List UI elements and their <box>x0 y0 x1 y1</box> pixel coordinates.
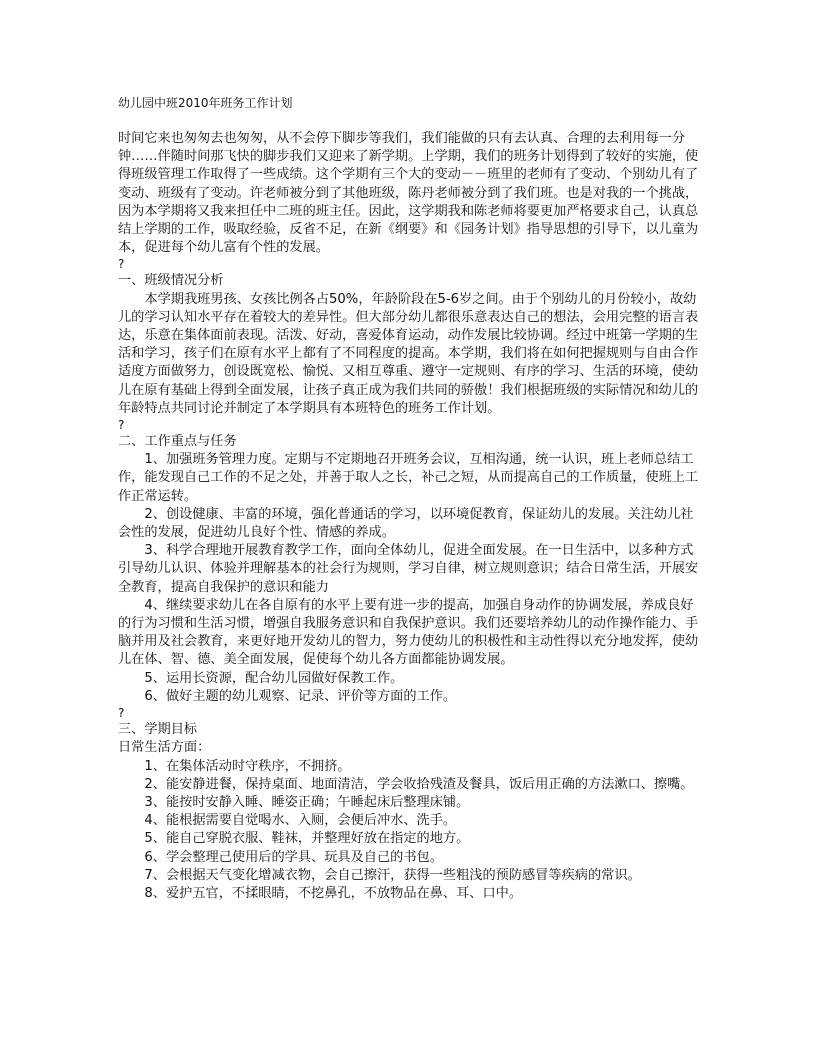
goal-item: 3、能按时安静入睡、睡姿正确；午睡起床后整理床铺。 <box>144 794 470 810</box>
goal-item: 7、会根据天气变化增减衣物，会自己擦汗，获得一些粗浅的预防感冒等疾病的常识。 <box>144 867 641 883</box>
task-item: 4、继续要求幼儿在各自原有的水平上要有进一步的提高，加强自身动作的协调发展，养成良好的行为习惯和生活习惯，增强自我服务意识和自我保护意识。我们还要培养幼儿的动作操作能力、手脑并用及社会教育，来更好地开发幼儿的智力，努力使幼儿的积极性和主动性得以充分地发挥，使幼儿在体、智、德、美全面发展，促使每个幼儿各方面都能协调发展。 <box>118 597 699 668</box>
task-item: 3、科学合理地开展教育教学工作，面向全体幼儿，促进全面发展。在一日生活中，以多种方式引导幼儿认识、体验并理解基本的社会行为规则，学习自律，树立规则意识；结合日常生活，开展安全教育，提高自我保护的意识和能力 <box>118 543 699 595</box>
section-1-body: 本学期我班男孩、女孩比例各占50%，年龄阶段在5-6岁之间。由于个别幼儿的月份较小，故幼儿的学习认知水平存在着较大的差异性。但大部分幼儿都很乐意表达自己的想法，会用完整的语言表达，乐意在集体面前表现。活泼、好动，喜爱体育运动，动作发展比较协调。经过中班第一学期的生活和学习，孩子们在原有水平上都有了不同程度的提高。本学期，我们将在如何把握规则与自由合作适度方面做努力，创设既宽松、愉悦、又相互尊重、遵守一定规则、有序的学习、生活的环境，使幼儿在原有基础上得到全面发展，让孩子真正成为我们共同的骄傲！我们根据班级的实际情况和幼儿的年龄特点共同讨论并制定了本学期具有本班特色的班务工作计划。 <box>118 291 699 416</box>
document-page <box>118 94 704 903</box>
separator-mark: ? <box>118 706 125 721</box>
intro-paragraph: 时间它来也匆匆去也匆匆，从不会停下脚步等我们，我们能做的只有去认真、合理的去利用每一分钟……伴随时间那飞快的脚步我们又迎来了新学期。上学期，我们的班务计划得到了较好的实施，使得班级管理工作取得了一些成绩。这个学期有三个大的变动－－班里的老师有了变动、个别幼儿有了变动、班级有了变动。许老师被分到了其他班级，陈丹老师被分到了我们班。也是对我的一个挑战，因为本学期将又我来担任中二班的班主任。因此，这学期我和陈老师将要更加严格要求自己，认真总结上学期的工作，吸取经验，反省不足，在新《纲要》和《园务计划》指导思想的引导下，以儿童为本，促进每个幼儿富有个性的发展。 <box>118 131 699 256</box>
task-item: 2、创设健康、丰富的环境，强化普通话的学习，以环境促教育，保证幼儿的发展。关注幼儿社会性的发展，促进幼儿良好个性、情感的养成。 <box>118 506 694 541</box>
goal-item: 2、能安静进餐，保持桌面、地面清洁，学会收拾残渣及餐具，饭后用正确的方法漱口、擦嘴。 <box>144 776 694 792</box>
section-3-subheading: 日常生活方面： <box>118 740 211 756</box>
section-heading-2: 二、工作重点与任务 <box>118 434 237 450</box>
goal-item: 5、能自己穿脱衣服、鞋袜，并整理好放在指定的地方。 <box>144 831 470 847</box>
separator-mark: ? <box>118 418 125 433</box>
task-item: 6、做好主题的幼儿观察、记录、评价等方面的工作。 <box>144 688 457 704</box>
goal-item: 8、爱护五官，不揉眼睛，不挖鼻孔，不放物品在鼻、耳、口中。 <box>144 885 523 901</box>
goal-item: 1、在集体活动时守秩序，不拥挤。 <box>144 758 351 774</box>
task-item: 5、运用长资源，配合幼儿园做好保教工作。 <box>144 670 404 686</box>
section-heading-1: 一、班级情况分析 <box>118 273 224 289</box>
section-heading-3: 三、学期目标 <box>118 722 198 738</box>
separator-mark: ? <box>118 257 125 272</box>
document-title: 幼儿园中班2010年班务工作计划 <box>118 96 293 110</box>
goal-item: 4、能根据需要自觉喝水、入厕，会便后冲水、洗手。 <box>144 813 457 829</box>
task-item: 1、加强班务管理力度。定期与不定期地召开班务会议，互相沟通，统一认识，班上老师总结工作，能发现自己工作的不足之处，并善于取人之长，补己之短，从而提高自己的工作质量，使班上工作正常运转。 <box>118 452 699 504</box>
goal-item: 6、学会整理己使用后的学具、玩具及自己的书包。 <box>144 849 443 865</box>
